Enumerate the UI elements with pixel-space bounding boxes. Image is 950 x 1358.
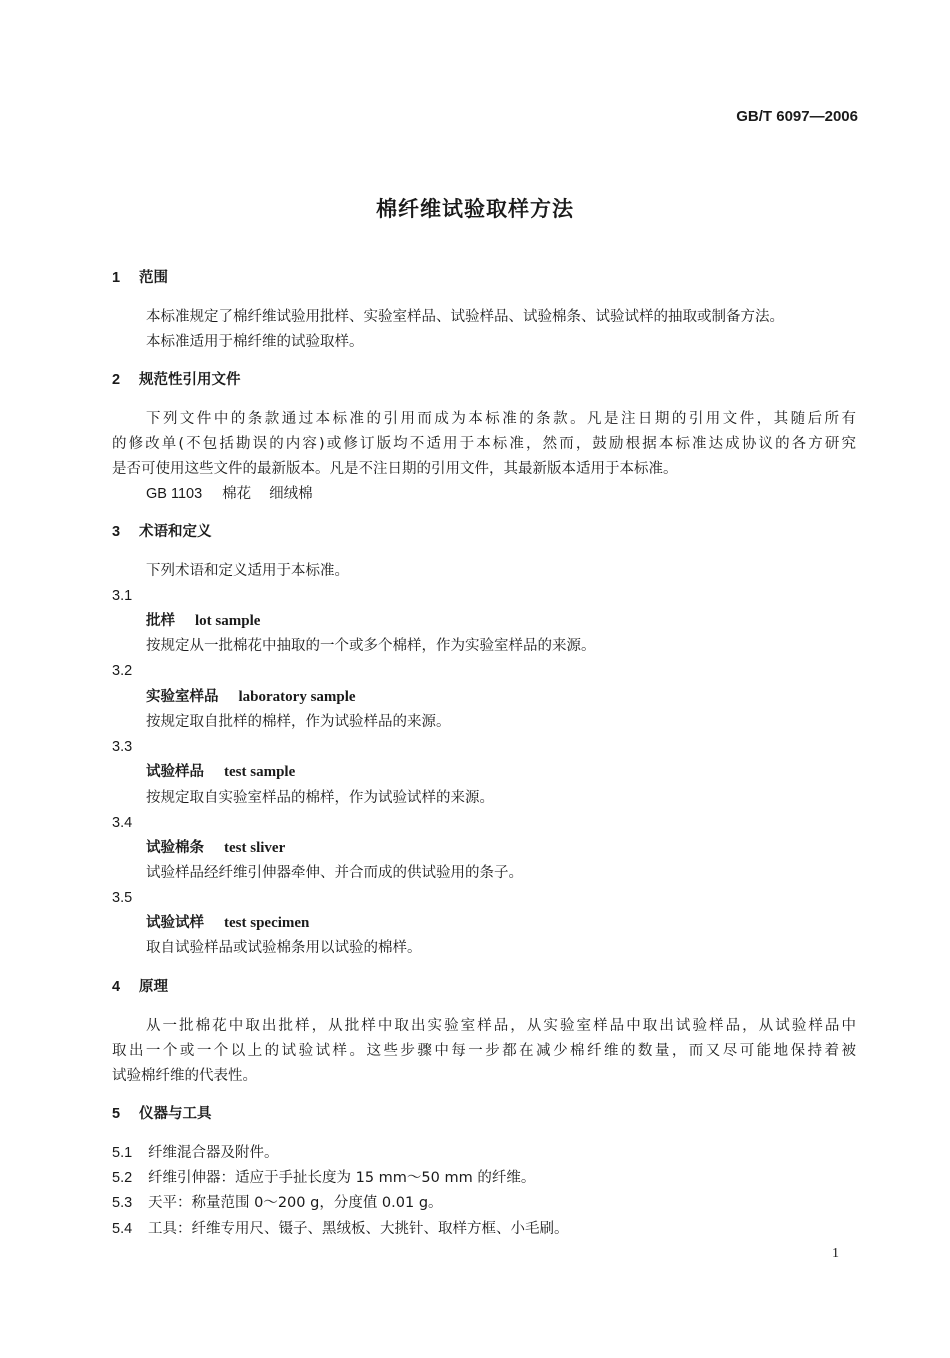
section-title: 原理 — [139, 979, 168, 995]
list-item — [112, 1219, 569, 1239]
term-en: lot sample — [195, 613, 261, 629]
term-en: test sliver — [224, 840, 286, 856]
term-definition: 取自试验样品或试验棉条用以试验的棉样。 — [146, 940, 422, 956]
term-number: 3.3 — [112, 739, 133, 755]
term-en: laboratory sample — [238, 689, 356, 705]
reference-code: GB 1103 — [146, 486, 203, 502]
section-title: 规范性引用文件 — [139, 372, 241, 388]
page-number: 1 — [832, 1246, 839, 1261]
normative-reference — [146, 484, 313, 504]
item-text: 工具：纤维专用尺、镊子、黑绒板、大挑针、取样方框、小毛刷。 — [148, 1221, 569, 1237]
term-title — [146, 611, 260, 631]
section-5-heading — [112, 1104, 212, 1124]
item-text: 纤维引伸器：适应于手扯长度为 15 mm～50 mm 的纤维。 — [148, 1170, 536, 1186]
section-3-heading — [112, 522, 212, 542]
section-number: 5 — [112, 1106, 121, 1122]
list-item — [112, 1143, 279, 1163]
section-2-line-1: 下列文件中的条款通过本标准的引用而成为本标准的条款。凡是注日期的引用文件，其随后所有 — [146, 411, 856, 427]
section-number: 3 — [112, 524, 121, 540]
section-2-heading — [112, 370, 241, 390]
term-en: test specimen — [224, 915, 310, 931]
section-1-heading — [112, 268, 168, 288]
section-title: 仪器与工具 — [139, 1106, 212, 1122]
standard-code: GB/T 6097—2006 — [736, 108, 858, 125]
item-text: 纤维混合器及附件。 — [148, 1145, 279, 1161]
term-number: 3.4 — [112, 815, 133, 831]
term-definition: 试验样品经纤维引伸器牵伸、并合而成的供试验用的条子。 — [146, 865, 523, 881]
term-number: 3.2 — [112, 663, 133, 679]
term-zh: 试验棉条 — [146, 840, 204, 856]
section-title: 术语和定义 — [139, 524, 212, 540]
section-4-line-2: 取出一个或一个以上的试验试样。这些步骤中每一步都在减少棉纤维的数量，而又尽可能地保持着被 — [112, 1043, 856, 1059]
reference-name-1: 棉花 — [222, 486, 252, 502]
term-zh: 批样 — [146, 613, 175, 629]
term-title — [146, 838, 285, 858]
section-number: 2 — [112, 372, 121, 388]
section-1-paragraph-2: 本标准适用于棉纤维的试验取样。 — [146, 334, 364, 350]
section-number: 1 — [112, 270, 121, 286]
section-4-heading — [112, 977, 168, 997]
term-en: test sample — [224, 764, 296, 780]
section-title: 范围 — [139, 270, 168, 286]
section-4-line-1: 从一批棉花中取出批样，从批样中取出实验室样品，从实验室样品中取出试验样品，从试验样品中 — [146, 1018, 856, 1034]
term-definition: 按规定取自批样的棉样，作为试验样品的来源。 — [146, 714, 451, 730]
section-2-line-2: 的修改单(不包括勘误的内容)或修订版均不适用于本标准，然而，鼓励根据本标准达成协议的各方研究 — [112, 436, 856, 452]
section-2-line-3: 是否可使用这些文件的最新版本。凡是不注日期的引用文件，其最新版本适用于本标准。 — [112, 461, 678, 477]
item-number: 5.3 — [112, 1195, 133, 1211]
reference-name-2: 细绒棉 — [269, 486, 313, 502]
term-number: 3.1 — [112, 588, 133, 604]
term-title — [146, 913, 309, 933]
term-number: 3.5 — [112, 890, 133, 906]
item-number: 5.2 — [112, 1170, 133, 1186]
section-number: 4 — [112, 979, 121, 995]
term-definition: 按规定从一批棉花中抽取的一个或多个棉样，作为实验室样品的来源。 — [146, 638, 596, 654]
term-definition: 按规定取自实验室样品的棉样，作为试验试样的来源。 — [146, 790, 494, 806]
item-number: 5.1 — [112, 1145, 133, 1161]
section-4-line-3: 试验棉纤维的代表性。 — [112, 1068, 257, 1084]
item-text: 天平：称量范围 0～200 g，分度值 0.01 g。 — [148, 1195, 443, 1211]
section-1-paragraph-1: 本标准规定了棉纤维试验用批样、实验室样品、试验样品、试验棉条、试验试样的抽取或制备方法。 — [146, 309, 784, 325]
document-title: 棉纤维试验取样方法 — [376, 197, 574, 221]
term-title — [146, 687, 356, 707]
term-zh: 实验室样品 — [146, 689, 219, 705]
term-title — [146, 762, 295, 782]
list-item — [112, 1193, 443, 1213]
term-zh: 试验样品 — [146, 764, 204, 780]
section-3-intro: 下列术语和定义适用于本标准。 — [146, 563, 349, 579]
item-number: 5.4 — [112, 1221, 133, 1237]
list-item — [112, 1168, 535, 1188]
term-zh: 试验试样 — [146, 915, 204, 931]
